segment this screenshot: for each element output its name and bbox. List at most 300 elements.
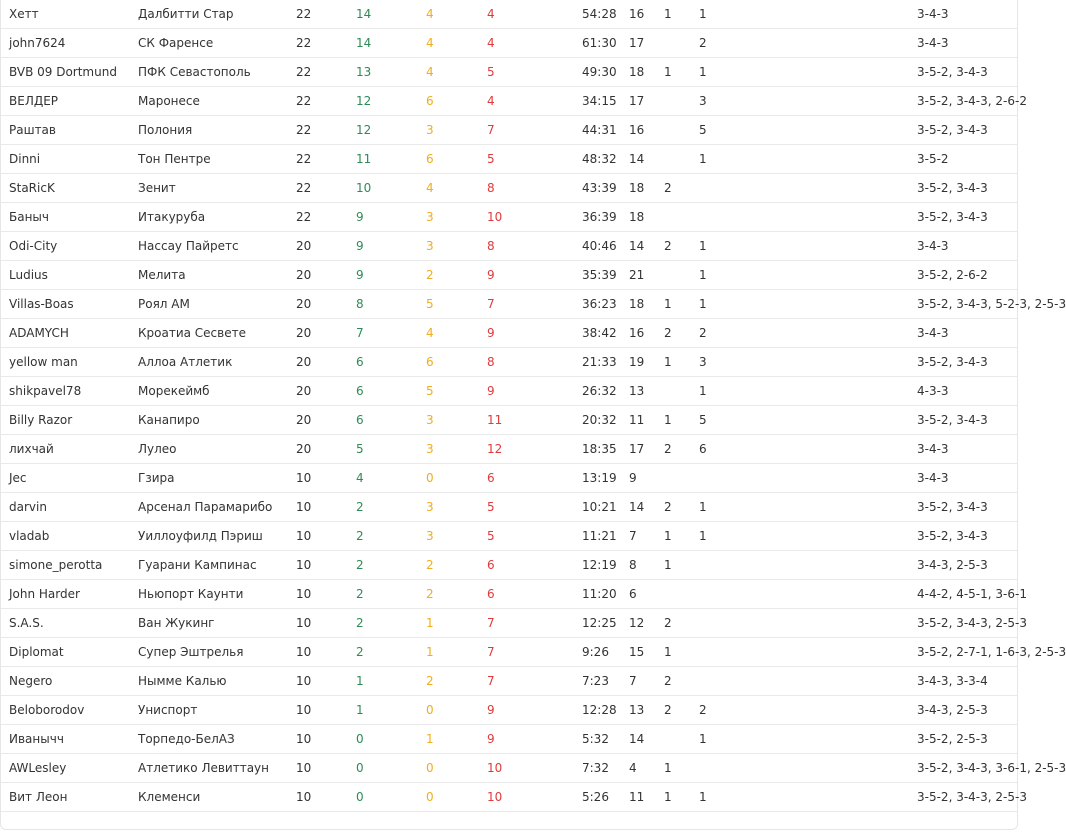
table-row — [1, 87, 1017, 116]
games-played: 10 — [296, 522, 356, 551]
losses: 8 — [487, 348, 582, 377]
table-row — [1, 638, 1017, 667]
player-name[interactable]: darvin — [1, 493, 138, 522]
losses: 5 — [487, 58, 582, 87]
losses: 4 — [487, 29, 582, 58]
formations: 3-4-3 — [917, 464, 1017, 493]
table-row — [1, 261, 1017, 290]
goals-scored-conceded: 44:31 — [582, 116, 629, 145]
wins: 9 — [356, 261, 426, 290]
stat-col-3 — [699, 551, 917, 580]
stat-col-3 — [699, 174, 917, 203]
wins: 6 — [356, 348, 426, 377]
losses: 7 — [487, 116, 582, 145]
team-name[interactable]: Нымме Калью — [138, 667, 296, 696]
stat-col-1: 14 — [629, 493, 664, 522]
games-played: 22 — [296, 0, 356, 29]
stat-col-2: 1 — [664, 58, 699, 87]
stat-col-3: 1 — [699, 0, 917, 29]
wins: 13 — [356, 58, 426, 87]
player-name[interactable]: Billy Razor — [1, 406, 138, 435]
stat-col-2 — [664, 29, 699, 58]
standings-table — [1, 0, 1066, 812]
games-played: 20 — [296, 232, 356, 261]
stat-col-2: 1 — [664, 754, 699, 783]
player-name[interactable]: shikpavel78 — [1, 377, 138, 406]
draws: 1 — [426, 609, 487, 638]
formations: 3-4-3 — [917, 319, 1017, 348]
stat-col-1: 11 — [629, 406, 664, 435]
games-played: 10 — [296, 580, 356, 609]
goals-scored-conceded: 36:39 — [582, 203, 629, 232]
goals-scored-conceded: 43:39 — [582, 174, 629, 203]
wins: 14 — [356, 0, 426, 29]
team-name[interactable]: Морекеймб — [138, 377, 296, 406]
wins: 2 — [356, 551, 426, 580]
games-played: 10 — [296, 609, 356, 638]
stat-col-2: 1 — [664, 783, 699, 812]
table-row — [1, 145, 1017, 174]
team-name[interactable]: Гзира — [138, 464, 296, 493]
goals-scored-conceded: 5:26 — [582, 783, 629, 812]
stat-col-2 — [664, 203, 699, 232]
losses: 5 — [487, 145, 582, 174]
player-name[interactable]: Хетт — [1, 0, 138, 29]
table-row — [1, 116, 1017, 145]
player-name[interactable]: ADAMYCH — [1, 319, 138, 348]
player-name[interactable]: Вит Леон — [1, 783, 138, 812]
formations: 3-5-2, 3-4-3 — [917, 406, 1017, 435]
player-name[interactable]: Иванычч — [1, 725, 138, 754]
losses: 9 — [487, 261, 582, 290]
wins: 2 — [356, 609, 426, 638]
goals-scored-conceded: 13:19 — [582, 464, 629, 493]
table-row — [1, 783, 1017, 812]
table-row — [1, 203, 1017, 232]
goals-scored-conceded: 61:30 — [582, 29, 629, 58]
table-row — [1, 754, 1017, 783]
team-name[interactable]: Супер Эштрелья — [138, 638, 296, 667]
stat-col-3: 1 — [699, 58, 917, 87]
stat-col-1: 15 — [629, 638, 664, 667]
games-played: 22 — [296, 203, 356, 232]
table-row — [1, 725, 1017, 754]
losses: 8 — [487, 232, 582, 261]
wins: 0 — [356, 754, 426, 783]
formations: 3-5-2, 3-4-3 — [917, 174, 1017, 203]
wins: 9 — [356, 232, 426, 261]
goals-scored-conceded: 49:30 — [582, 58, 629, 87]
team-name[interactable]: Аллоа Атлетик — [138, 348, 296, 377]
games-played: 20 — [296, 290, 356, 319]
games-played: 10 — [296, 493, 356, 522]
team-name[interactable]: Маронесе — [138, 87, 296, 116]
games-played: 20 — [296, 435, 356, 464]
games-played: 10 — [296, 638, 356, 667]
stat-col-2: 2 — [664, 319, 699, 348]
stat-col-3 — [699, 638, 917, 667]
goals-scored-conceded: 38:42 — [582, 319, 629, 348]
formations: 3-4-3 — [917, 232, 1017, 261]
team-name[interactable]: ПФК Севастополь — [138, 58, 296, 87]
stat-col-2: 1 — [664, 0, 699, 29]
team-name[interactable]: СК Фаренсе — [138, 29, 296, 58]
table-row — [1, 551, 1017, 580]
stat-col-1: 14 — [629, 725, 664, 754]
stat-col-1: 9 — [629, 464, 664, 493]
draws: 4 — [426, 0, 487, 29]
stat-col-1: 18 — [629, 58, 664, 87]
player-name[interactable]: yellow man — [1, 348, 138, 377]
table-row — [1, 232, 1017, 261]
wins: 11 — [356, 145, 426, 174]
formations: 3-5-2 — [917, 145, 1017, 174]
stat-col-1: 16 — [629, 0, 664, 29]
goals-scored-conceded: 7:23 — [582, 667, 629, 696]
goals-scored-conceded: 48:32 — [582, 145, 629, 174]
losses: 6 — [487, 464, 582, 493]
draws: 4 — [426, 29, 487, 58]
goals-scored-conceded: 35:39 — [582, 261, 629, 290]
formations: 3-4-3 — [917, 0, 1017, 29]
wins: 4 — [356, 464, 426, 493]
wins: 6 — [356, 406, 426, 435]
team-name[interactable]: Итакуруба — [138, 203, 296, 232]
stat-col-1: 8 — [629, 551, 664, 580]
losses: 4 — [487, 0, 582, 29]
wins: 2 — [356, 522, 426, 551]
losses: 8 — [487, 174, 582, 203]
player-name[interactable]: Dinni — [1, 145, 138, 174]
wins: 2 — [356, 493, 426, 522]
table-row — [1, 0, 1017, 29]
table-row — [1, 609, 1017, 638]
stat-col-3 — [699, 609, 917, 638]
games-played: 10 — [296, 754, 356, 783]
formations: 3-5-2, 2-6-2 — [917, 261, 1017, 290]
stat-col-2: 1 — [664, 348, 699, 377]
stat-col-1: 7 — [629, 522, 664, 551]
stat-col-2 — [664, 145, 699, 174]
formations: 4-4-2, 4-5-1, 3-6-1 — [917, 580, 1017, 609]
table-row — [1, 493, 1017, 522]
team-name[interactable]: Гуарани Кампинас — [138, 551, 296, 580]
player-name[interactable]: AWLesley — [1, 754, 138, 783]
stat-col-1: 17 — [629, 29, 664, 58]
formations: 3-4-3 — [917, 435, 1017, 464]
team-name[interactable]: Арсенал Парамарибо — [138, 493, 296, 522]
stat-col-3 — [699, 464, 917, 493]
team-name[interactable]: Торпедо-БелАЗ — [138, 725, 296, 754]
stat-col-1: 19 — [629, 348, 664, 377]
formations: 3-4-3, 2-5-3 — [917, 551, 1017, 580]
formations: 3-5-2, 2-5-3 — [917, 725, 1017, 754]
team-name[interactable]: Атлетико Левиттаун — [138, 754, 296, 783]
games-played: 10 — [296, 783, 356, 812]
stat-col-3: 2 — [699, 29, 917, 58]
games-played: 10 — [296, 551, 356, 580]
stat-col-2: 2 — [664, 667, 699, 696]
table-row — [1, 58, 1017, 87]
formations: 3-5-2, 3-4-3, 2-5-3 — [917, 609, 1017, 638]
player-name[interactable]: Beloborodov — [1, 696, 138, 725]
losses: 5 — [487, 493, 582, 522]
player-name[interactable]: StaRicK — [1, 174, 138, 203]
team-name[interactable]: Канапиро — [138, 406, 296, 435]
formations: 3-5-2, 3-4-3 — [917, 348, 1017, 377]
games-played: 22 — [296, 87, 356, 116]
team-name[interactable]: Зенит — [138, 174, 296, 203]
player-name[interactable]: Раштав — [1, 116, 138, 145]
draws: 6 — [426, 87, 487, 116]
goals-scored-conceded: 40:46 — [582, 232, 629, 261]
stat-col-3: 1 — [699, 261, 917, 290]
draws: 3 — [426, 232, 487, 261]
goals-scored-conceded: 9:26 — [582, 638, 629, 667]
stat-col-2 — [664, 116, 699, 145]
draws: 5 — [426, 290, 487, 319]
games-played: 20 — [296, 261, 356, 290]
stat-col-3: 1 — [699, 290, 917, 319]
stat-col-1: 6 — [629, 580, 664, 609]
player-name[interactable]: Odi-City — [1, 232, 138, 261]
draws: 1 — [426, 638, 487, 667]
draws: 6 — [426, 145, 487, 174]
team-name[interactable]: Далбитти Стар — [138, 0, 296, 29]
games-played: 22 — [296, 116, 356, 145]
player-name[interactable]: Negero — [1, 667, 138, 696]
stat-col-3: 5 — [699, 116, 917, 145]
stat-col-2: 2 — [664, 609, 699, 638]
stat-col-3: 2 — [699, 696, 917, 725]
player-name[interactable]: Баныч — [1, 203, 138, 232]
goals-scored-conceded: 12:28 — [582, 696, 629, 725]
stat-col-2: 1 — [664, 406, 699, 435]
player-name[interactable]: S.A.S. — [1, 609, 138, 638]
stat-col-3: 1 — [699, 493, 917, 522]
player-name[interactable]: John Harder — [1, 580, 138, 609]
draws: 4 — [426, 174, 487, 203]
draws: 0 — [426, 783, 487, 812]
wins: 14 — [356, 29, 426, 58]
stat-col-1: 13 — [629, 696, 664, 725]
stat-col-1: 18 — [629, 203, 664, 232]
stat-col-2 — [664, 87, 699, 116]
stat-col-2: 1 — [664, 551, 699, 580]
stat-col-2: 1 — [664, 522, 699, 551]
team-name[interactable]: Ньюпорт Каунти — [138, 580, 296, 609]
losses: 12 — [487, 435, 582, 464]
team-name[interactable]: Мелита — [138, 261, 296, 290]
games-played: 22 — [296, 29, 356, 58]
stat-col-3: 1 — [699, 232, 917, 261]
team-name[interactable]: Ван Жукинг — [138, 609, 296, 638]
losses: 7 — [487, 290, 582, 319]
wins: 7 — [356, 319, 426, 348]
formations: 3-4-3, 2-5-3 — [917, 696, 1017, 725]
games-played: 20 — [296, 377, 356, 406]
draws: 3 — [426, 522, 487, 551]
team-name[interactable]: Униспорт — [138, 696, 296, 725]
stat-col-2: 1 — [664, 638, 699, 667]
losses: 7 — [487, 667, 582, 696]
table-row — [1, 29, 1017, 58]
draws: 4 — [426, 319, 487, 348]
goals-scored-conceded: 36:23 — [582, 290, 629, 319]
player-name[interactable]: ВЕЛДЕР — [1, 87, 138, 116]
table-row — [1, 290, 1017, 319]
draws: 5 — [426, 377, 487, 406]
draws: 3 — [426, 116, 487, 145]
draws: 0 — [426, 464, 487, 493]
formations: 3-5-2, 3-4-3 — [917, 58, 1017, 87]
games-played: 22 — [296, 174, 356, 203]
stat-col-3: 2 — [699, 319, 917, 348]
formations: 3-5-2, 2-7-1, 1-6-3, 2-5-3 — [917, 638, 1017, 667]
stat-col-1: 17 — [629, 87, 664, 116]
goals-scored-conceded: 10:21 — [582, 493, 629, 522]
table-row — [1, 174, 1017, 203]
formations: 3-5-2, 3-4-3, 2-6-2 — [917, 87, 1017, 116]
stat-col-3: 1 — [699, 145, 917, 174]
stat-col-1: 18 — [629, 290, 664, 319]
draws: 4 — [426, 58, 487, 87]
games-played: 20 — [296, 406, 356, 435]
draws: 3 — [426, 406, 487, 435]
team-name[interactable]: Кроатиа Сесвете — [138, 319, 296, 348]
losses: 9 — [487, 696, 582, 725]
formations: 4-3-3 — [917, 377, 1017, 406]
games-played: 20 — [296, 319, 356, 348]
stat-col-2 — [664, 377, 699, 406]
wins: 0 — [356, 783, 426, 812]
player-name[interactable]: лихчай — [1, 435, 138, 464]
losses: 7 — [487, 638, 582, 667]
games-played: 10 — [296, 464, 356, 493]
wins: 2 — [356, 580, 426, 609]
losses: 9 — [487, 377, 582, 406]
stat-col-3 — [699, 667, 917, 696]
stat-col-3: 6 — [699, 435, 917, 464]
losses: 11 — [487, 406, 582, 435]
player-name[interactable]: Jec — [1, 464, 138, 493]
goals-scored-conceded: 20:32 — [582, 406, 629, 435]
stat-col-1: 14 — [629, 145, 664, 174]
player-name[interactable]: Ludius — [1, 261, 138, 290]
wins: 0 — [356, 725, 426, 754]
stat-col-1: 14 — [629, 232, 664, 261]
losses: 4 — [487, 87, 582, 116]
wins: 6 — [356, 377, 426, 406]
losses: 10 — [487, 783, 582, 812]
stat-col-3: 5 — [699, 406, 917, 435]
stat-col-1: 4 — [629, 754, 664, 783]
wins: 1 — [356, 667, 426, 696]
table-row — [1, 377, 1017, 406]
stat-col-1: 7 — [629, 667, 664, 696]
stat-col-2 — [664, 464, 699, 493]
stat-col-3: 1 — [699, 783, 917, 812]
formations: 3-5-2, 3-4-3, 2-5-3 — [917, 783, 1017, 812]
games-played: 10 — [296, 725, 356, 754]
stat-col-2: 2 — [664, 493, 699, 522]
team-name[interactable]: Полония — [138, 116, 296, 145]
table-row — [1, 406, 1017, 435]
table-row — [1, 667, 1017, 696]
losses: 5 — [487, 522, 582, 551]
stat-col-3: 1 — [699, 522, 917, 551]
goals-scored-conceded: 21:33 — [582, 348, 629, 377]
wins: 9 — [356, 203, 426, 232]
losses: 7 — [487, 609, 582, 638]
goals-scored-conceded: 26:32 — [582, 377, 629, 406]
player-name[interactable]: Diplomat — [1, 638, 138, 667]
draws: 6 — [426, 348, 487, 377]
stat-col-2 — [664, 580, 699, 609]
wins: 2 — [356, 638, 426, 667]
player-name[interactable]: Villas-Boas — [1, 290, 138, 319]
team-name[interactable]: Тон Пентре — [138, 145, 296, 174]
draws: 1 — [426, 725, 487, 754]
formations: 3-4-3 — [917, 29, 1017, 58]
player-name[interactable]: john7624 — [1, 29, 138, 58]
formations: 3-5-2, 3-4-3, 5-2-3, 2-5-3 — [917, 290, 1017, 319]
standings-rows — [1, 0, 1066, 812]
draws: 2 — [426, 261, 487, 290]
table-row — [1, 319, 1017, 348]
team-name[interactable]: Лулео — [138, 435, 296, 464]
games-played: 22 — [296, 58, 356, 87]
goals-scored-conceded: 34:15 — [582, 87, 629, 116]
team-name[interactable]: Нассау Пайретс — [138, 232, 296, 261]
stat-col-2 — [664, 725, 699, 754]
losses: 10 — [487, 754, 582, 783]
player-name[interactable]: BVB 09 Dortmund — [1, 58, 138, 87]
wins: 5 — [356, 435, 426, 464]
team-name[interactable]: Клеменси — [138, 783, 296, 812]
stat-col-1: 12 — [629, 609, 664, 638]
draws: 2 — [426, 551, 487, 580]
games-played: 10 — [296, 667, 356, 696]
games-played: 20 — [296, 348, 356, 377]
goals-scored-conceded: 12:19 — [582, 551, 629, 580]
stat-col-1: 17 — [629, 435, 664, 464]
player-name[interactable]: simone_perotta — [1, 551, 138, 580]
player-name[interactable]: vladab — [1, 522, 138, 551]
draws: 2 — [426, 667, 487, 696]
stat-col-2: 2 — [664, 232, 699, 261]
formations: 3-5-2, 3-4-3 — [917, 493, 1017, 522]
stat-col-3 — [699, 580, 917, 609]
stat-col-2: 2 — [664, 696, 699, 725]
stat-col-1: 13 — [629, 377, 664, 406]
goals-scored-conceded: 12:25 — [582, 609, 629, 638]
team-name[interactable]: Уиллоуфилд Пэриш — [138, 522, 296, 551]
goals-scored-conceded: 54:28 — [582, 0, 629, 29]
stat-col-2: 2 — [664, 174, 699, 203]
formations: 3-5-2, 3-4-3 — [917, 116, 1017, 145]
formations: 3-5-2, 3-4-3, 3-6-1, 2-5-3 — [917, 754, 1017, 783]
table-row — [1, 435, 1017, 464]
goals-scored-conceded: 18:35 — [582, 435, 629, 464]
table-row — [1, 580, 1017, 609]
formations: 3-5-2, 3-4-3 — [917, 203, 1017, 232]
stat-col-3 — [699, 754, 917, 783]
table-row — [1, 522, 1017, 551]
table-row — [1, 348, 1017, 377]
team-name[interactable]: Роял АМ — [138, 290, 296, 319]
formations: 3-4-3, 3-3-4 — [917, 667, 1017, 696]
